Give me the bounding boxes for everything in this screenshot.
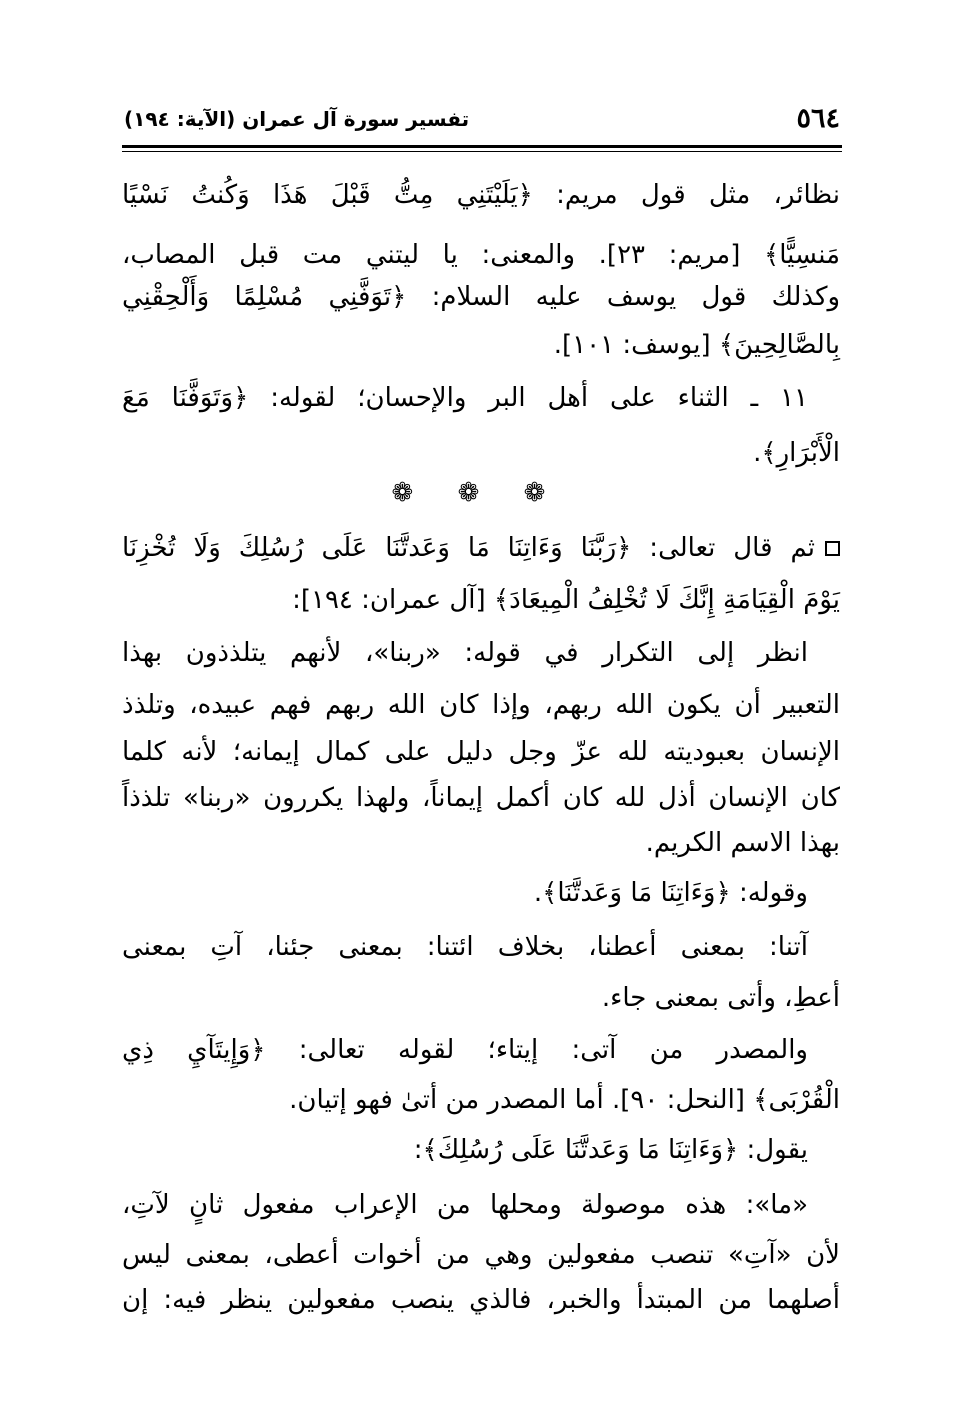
square-marker-icon <box>825 541 840 556</box>
text-line-with-box <box>122 533 840 563</box>
text-line: ثم قال تعالى: ﴿رَبَّنَا وَءَاتِنَا مَا وَعَدتَّنَا عَلَى رُسُلِكَ وَلَا تُخْزِنَا <box>122 533 815 563</box>
text-line: آتنا: بمعنى أعطنا، بخلاف ائتنا: بمعنى جئنا، آتِ بمعنى <box>122 932 808 962</box>
text-line: الْقُرْبَى﴾ [النحل: ٩٠]. أما المصدر من أتىٰ فهو إتيان. <box>289 1085 840 1115</box>
page-number: ٥٦٤ <box>796 103 840 134</box>
text-line: انظر إلى التكرار في قوله: «ربنا»، لأنهم يتلذذون بهذا <box>122 638 808 668</box>
text-line: كان الإنسان أذل لله كان أكمل إيماناً، ولهذا يكررون «ربنا» تلذذاً <box>122 783 840 813</box>
text-line: أعطِ، وأتى بمعنى جاء. <box>601 983 840 1013</box>
text-line: وكذلك قول يوسف عليه السلام: ﴿تَوَفَّنِي مُسْلِمًا وَأَلْحِقْنِي <box>122 282 840 312</box>
running-title: تفسير سورة آل عمران (الآية: ١٩٤) <box>124 107 470 131</box>
header-rule-thin <box>122 151 842 152</box>
text-line: التعبير أن يكون الله ربهم، وإذا كان الله ربهم فهم عبيده، وتلذذ <box>122 690 840 720</box>
text-line: نظائر، مثل قول مريم: ﴿يَلَيْتَنِي مِتُّ قَبْلَ هَذَا وَكُنتُ نَسْيًا <box>122 180 840 210</box>
text-line: والمصدر من آتى: إيتاء؛ لقوله تعالى: ﴿وَإِيتَآيِ ذِي <box>122 1035 808 1065</box>
text-line: وقوله: ﴿وَءَاتِنَا مَا وَعَدتَّنَا﴾. <box>533 878 808 908</box>
text-line: لأن «آتِ» تنصب مفعولين وهي من أخوات أعطى، بمعنى ليس <box>122 1240 840 1270</box>
text-line: ١١ ـ الثناء على أهل البر والإحسان؛ لقوله: ﴿وَتَوَفَّنَا مَعَ <box>122 383 808 413</box>
text-line: «ما»: هذه موصولة ومحلها من الإعراب مفعول ثانٍ لآتِ، <box>122 1190 808 1220</box>
page-header <box>122 103 842 145</box>
text-line: أصلهما من المبتدأ والخبر، فالذي ينصب مفعولين ينظر فيه: إن <box>122 1285 840 1315</box>
text-line: بهذا الاسم الكريم. <box>645 828 840 858</box>
header-rule <box>122 145 842 148</box>
text-line: يقول: ﴿وَءَاتِنَا مَا وَعَدتَّنَا عَلَى رُسُلِكَ﴾: <box>413 1135 808 1165</box>
text-line: يَوْمَ الْقِيَامَةِ إِنَّكَ لَا تُخْلِفُ الْمِيعَادَ﴾ [آل عمران: ١٩٤]: <box>292 585 840 615</box>
text-line: الإنسان بعبوديته لله عزّ وجل دليل على كمال إيمانه؛ لأنه كلما <box>122 737 840 767</box>
text-line: مَنسِيًّا﴾ [مريم: ٢٣]. والمعنى: يا ليتني مت قبل المصاب، <box>122 240 840 270</box>
text-line: بِالصَّالِحِينَ﴾ [يوسف: ١٠١]. <box>553 330 840 360</box>
text-line: الْأَبْرَارِ﴾. <box>753 438 840 468</box>
section-separator: ❁ ❁ ❁ <box>391 478 564 508</box>
